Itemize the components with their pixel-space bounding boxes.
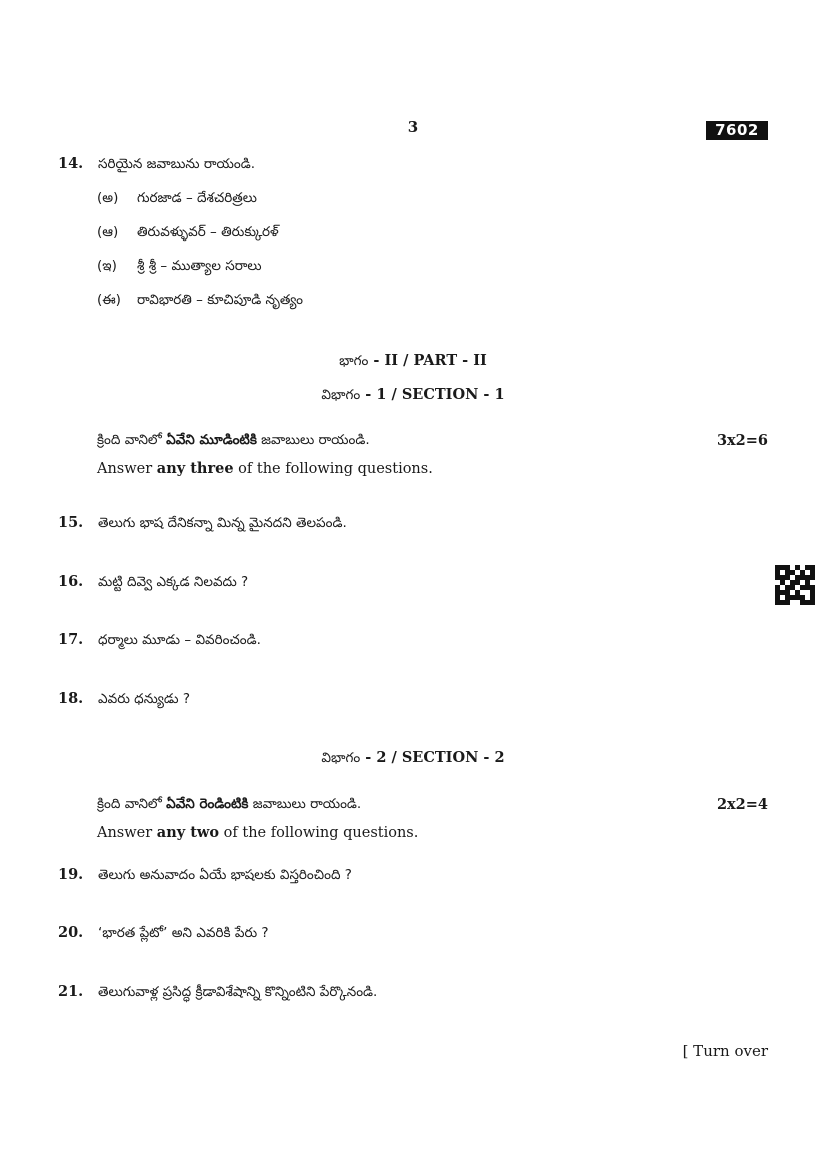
part-heading: [0, 352, 826, 372]
option-text: తిరువళ్ళువర్ – తిరుక్కురళ్: [137, 224, 279, 240]
question-number: 17.: [58, 631, 84, 648]
question-14: [58, 155, 255, 175]
option-ii: [97, 292, 303, 311]
part-heading-english: - II / PART - II: [373, 352, 487, 369]
instruction-emphasis: any two: [156, 824, 220, 841]
question-16: [58, 573, 248, 593]
question-text: ‘భారత ప్లేటో’ అని ఎవరికి పేరు ?: [98, 925, 269, 941]
section-1-marks: 3x2=6: [716, 432, 768, 449]
question-text: ఎవరు ధన్యుడు ?: [98, 691, 190, 707]
option-text: గురజాడ – దేశచరిత్రలు: [137, 190, 257, 206]
instruction-part: Answer: [97, 461, 157, 477]
question-text: తెలుగు అనువాదం ఏయే భాషలకు విస్తరించింది ?: [98, 867, 352, 883]
instruction-part: Answer: [97, 825, 157, 841]
option-aa: [97, 224, 279, 243]
instruction-emphasis: ఏవేని మూడింటికి: [166, 432, 257, 448]
question-number: 21.: [58, 983, 84, 1000]
section-2-heading-english: - 2 / SECTION - 2: [365, 749, 505, 766]
question-text: తెలుగువాళ్ల ప్రసిద్ధ క్రీడావిశేషాన్ని కొన్నింటిని పేర్కొనండి.: [98, 984, 378, 1000]
section-1-heading-telugu: విభాగం: [321, 387, 361, 403]
question-21: [58, 983, 377, 1003]
question-17: [58, 631, 261, 651]
question-19: [58, 866, 352, 886]
option-a: [97, 190, 257, 209]
option-text: రావిభారతి – కూచిపూడి నృత్యం: [137, 292, 303, 308]
turn-over-note: [ Turn over: [682, 1042, 768, 1060]
question-number: 16.: [58, 573, 84, 590]
option-label: (ఇ): [97, 258, 117, 274]
question-text: మట్టి దివ్వె ఎక్కడ నిలవదు ?: [98, 574, 249, 590]
instruction-part: క్రింది వానిలో: [97, 796, 167, 812]
question-text: ధర్మాలు మూడు – వివరించండి.: [98, 632, 261, 648]
section-1-heading: [0, 386, 826, 406]
section-1-heading-english: - 1 / SECTION - 1: [365, 386, 505, 403]
instruction-part: క్రింది వానిలో: [97, 432, 167, 448]
section-2-instruction-english: [97, 824, 418, 841]
section-1-instruction-english: [97, 460, 433, 477]
instruction-part: జవాబులు రాయండి.: [256, 432, 370, 448]
instruction-part: of the following questions.: [233, 461, 433, 477]
question-number: 15.: [58, 514, 84, 531]
question-text: సరియైన జవాబును రాయండి.: [98, 156, 255, 172]
page-number: 3: [407, 118, 419, 136]
option-label: (ఈ): [97, 292, 121, 308]
question-15: [58, 514, 347, 534]
question-18: [58, 690, 190, 710]
section-2-heading-telugu: విభాగం: [321, 750, 361, 766]
question-text: తెలుగు భాష దేనికన్నా మిన్న మైనదని తెలపండి.: [98, 515, 347, 531]
instruction-emphasis: ఏవేని రెండింటికి: [166, 796, 249, 812]
part-heading-telugu: భాగం: [339, 353, 369, 369]
option-label: (ఆ): [97, 224, 119, 240]
option-i: [97, 258, 262, 277]
question-number: 19.: [58, 866, 84, 883]
qr-code: [775, 565, 815, 605]
section-2-instruction-telugu: [97, 796, 361, 815]
section-1-instruction-telugu: [97, 432, 370, 451]
question-number: 14.: [58, 155, 84, 172]
question-20: [58, 924, 269, 944]
section-2-marks: 2x2=4: [716, 796, 768, 813]
instruction-part: జవాబులు రాయండి.: [248, 796, 362, 812]
section-2-heading: [0, 749, 826, 769]
question-number: 20.: [58, 924, 84, 941]
instruction-emphasis: any three: [156, 460, 234, 477]
option-text: శ్రీ శ్రీ – ముత్యాల సరాలు: [137, 258, 262, 274]
instruction-part: of the following questions.: [219, 825, 419, 841]
option-label: (అ): [97, 190, 119, 206]
question-number: 18.: [58, 690, 84, 707]
paper-code-badge: 7602: [706, 121, 768, 140]
